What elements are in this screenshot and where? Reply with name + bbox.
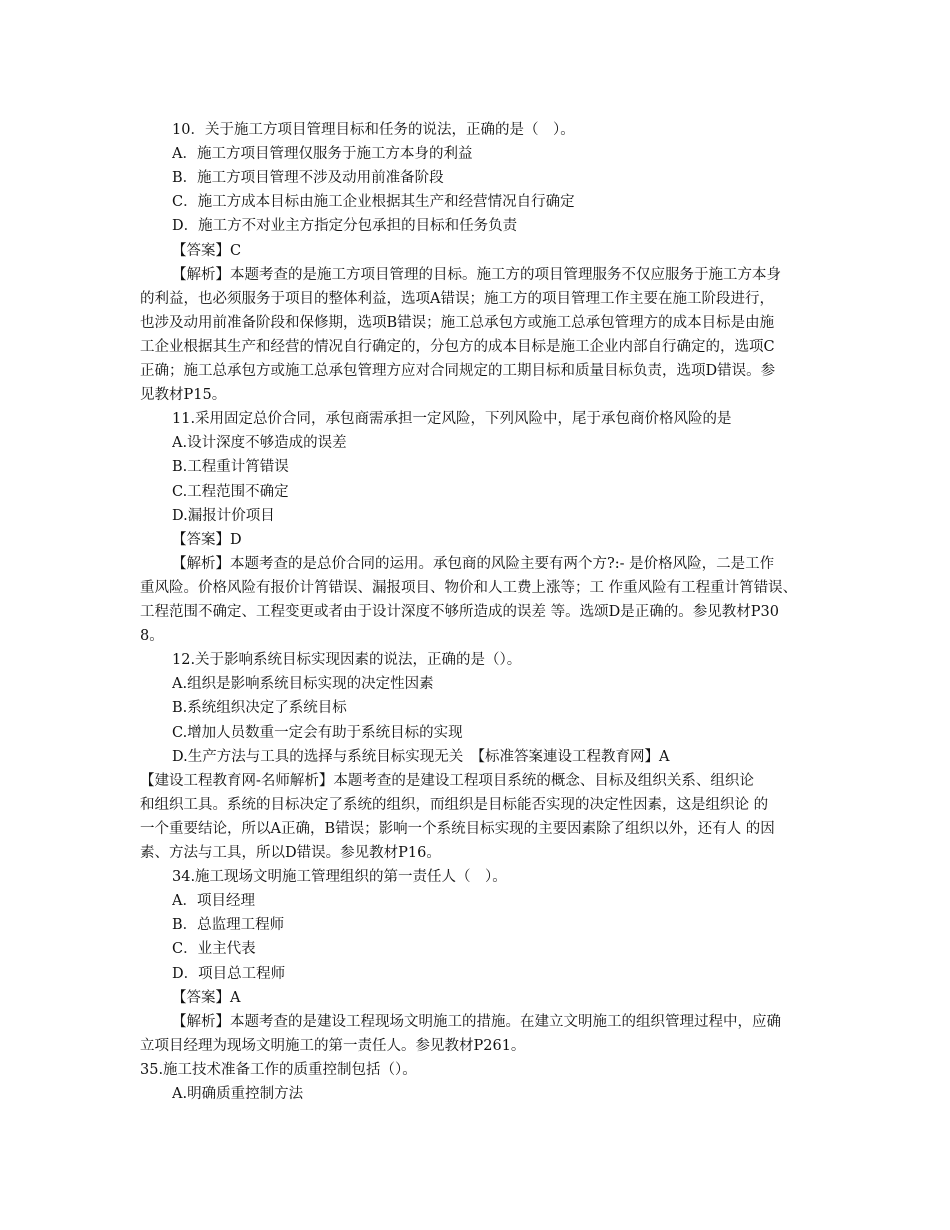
text-line: 34.施工现场文明施工管理组织的第一责任人（ ）。 — [172, 869, 507, 886]
text-line: C．施工方成本目标由施工企业根据其生产和经营情况自行确定 — [172, 194, 575, 211]
text-line: 【答案】D — [172, 531, 242, 548]
text-line: 也涉及动用前准备阶段和保修期，选项B错误；施工总承包方或施工总承包管理方的成本目标是由施 — [140, 314, 775, 331]
text-line: 【解析】本题考查的是建设工程现场文明施工的措施。在建立文明施工的组织管理过程中，应确 — [172, 1013, 781, 1030]
text-line: C.增加人员数重一定会有助于系统目标的实现 — [172, 724, 463, 741]
text-line: 正确；施工总承包方或施工总承包管理方应对合同规定的工期目标和质量目标负责，选项D错误。参 — [140, 363, 776, 379]
text-line: B.工程重计筲错误 — [172, 459, 289, 476]
text-line: 35.施工技术准备工作的质重控制包括（）。 — [140, 1061, 417, 1078]
text-line: 一个重要结论，所以A正确，B错误；影响一个系统目标实现的主要因素除了组织以外，还有人 的因 — [140, 820, 775, 837]
text-line: D．施工方不对业主方指定分包承担的目标和任务负责 — [172, 218, 518, 235]
text-line: D.生产方法与工具的选择与系统目标实现无关 【标准答案連设工程教育网】A — [172, 748, 670, 765]
text-line: 工程范围不确定、工程变更或者由于设计深度不够所造成的误差 等。选颂D是正确的。参见教材P30 — [140, 604, 779, 620]
text-line: 工企业根据其生产和经营的情况自行确定的，分包方的成本目标是施工企业内部自行确定的，选项C — [140, 338, 775, 355]
text-line: 【答案】A — [172, 989, 241, 1006]
text-line: A.明确质重控制方法 — [172, 1086, 304, 1102]
text-line: 11.采用固定总价合同，承包商需承担一定风险，下列风险中，尾于承包商价格风险的是 — [172, 411, 732, 428]
text-line: 【解析】本题考查的是施工方项目管理的目标。施工方的项目管理服务不仅应服务于施工方本身 — [172, 266, 781, 283]
text-line: 的利益，也必须服务于项目的整体利益，选项A错误；施工方的项目管理工作主要在施工阶段进行， — [140, 290, 774, 307]
text-line: 见教材P15。 — [140, 387, 227, 404]
text-line: 12.关于影响系统目标实现因素的说法，正确的是（）。 — [172, 652, 522, 669]
text-line: 【答案】C — [172, 242, 242, 259]
text-line: 8。 — [140, 628, 164, 645]
text-line: 素、方法与工具，所以D错误。参见教材P16。 — [140, 845, 441, 861]
text-line: C.工程范围不确定 — [172, 483, 289, 500]
text-line: B．施工方项目管理不涉及动用前准备阶段 — [172, 170, 444, 187]
text-line: 和组织工具。系统的目标决定了系统的组织，而组织是目标能否实现的决定性因素，这是组织论 的 — [140, 796, 769, 813]
text-line: A.设计深度不够造成的误差 — [172, 435, 347, 452]
text-line: B.系统组织决定了系统目标 — [172, 700, 347, 717]
text-line: 立项目经理为现场文明施工的第一责任人。参见教材P261。 — [140, 1037, 526, 1054]
text-line: 【解析】本题考查的是总价合同的运用。承包商的风险主要有两个方?:- 是价格风险，二是工作 — [172, 555, 775, 572]
text-line: 【建设工程教育网-名师解析】本题考查的是建设工程项目系统的概念、目标及组织关系、组织论 — [140, 772, 754, 789]
text-line: C．业主代表 — [172, 941, 256, 958]
text-line: D.漏报计价项目 — [172, 507, 275, 524]
text-line: B．总监理工程师 — [172, 917, 285, 934]
text-line: A．项目经理 — [172, 893, 255, 910]
text-line: A．施工方项目管理仅服务于施工方本身的利益 — [172, 146, 473, 163]
text-line: D．项目总工程师 — [172, 965, 286, 982]
text-line: 重风险。价格风险有报价计筲错误、漏报项目、物价和人工费上涨等；工 作重风险有工程重计筲错误、 — [140, 579, 798, 596]
text-line: A.组织是影响系统目标实现的决定性因素 — [172, 676, 434, 693]
text-line: 10．关于施工方项目管理目标和任务的说法，正确的是（ ）。 — [172, 122, 575, 138]
